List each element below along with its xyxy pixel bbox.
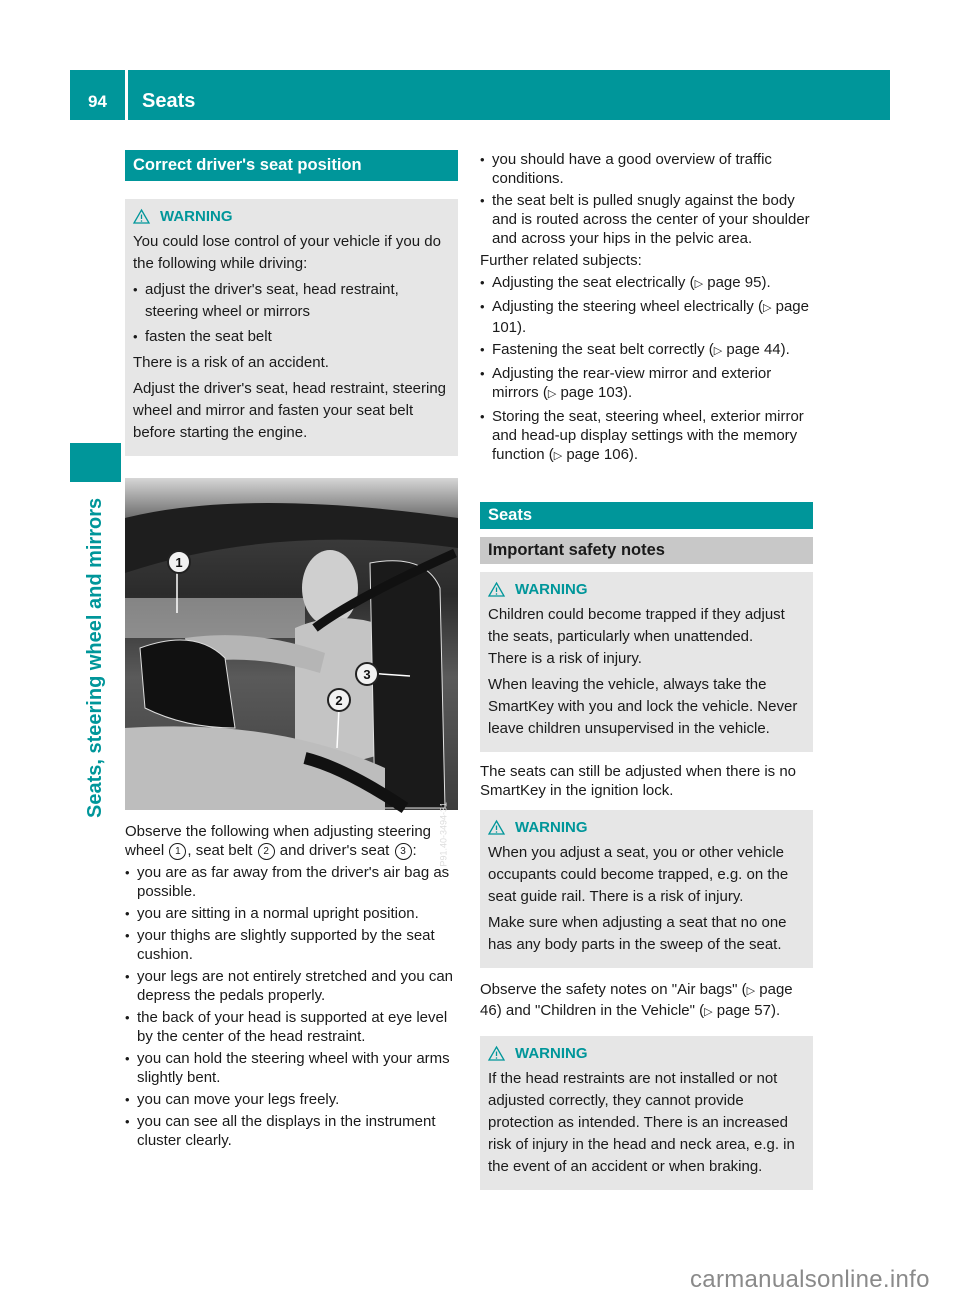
related-text: Fastening the seat belt correctly (: [492, 341, 714, 358]
related-text-end: ).: [517, 319, 527, 336]
warning-text: When you adjust a seat, you or other vehicle occupants could become trapped, e.g. on the seat guide rail. There is a risk of injury.: [488, 844, 789, 905]
warning-text: Children could become trapped if they adjust the seats, particularly when unattended.: [488, 606, 785, 645]
warning-box-driving: [125, 199, 458, 456]
page-number: [70, 70, 125, 120]
warning-label: WARNING: [515, 818, 588, 836]
warning-label: WARNING: [515, 1044, 588, 1062]
checklist-item: • the back of your head is supported at eye level by the center of the head restraint.: [125, 1008, 458, 1046]
observe-text: and driver's seat: [279, 842, 390, 859]
callout-1-steering-wheel: 1: [167, 550, 191, 574]
callout-ref-3: 3: [395, 843, 412, 860]
related-text: Adjusting the seat electrically (: [492, 274, 695, 291]
observe-intro: [125, 822, 458, 860]
related-text: Adjusting the steering wheel electrically (: [492, 298, 763, 315]
warning-instruction: Make sure when adjusting a seat that no one has any body parts in the sweep of the seat.: [488, 914, 787, 953]
related-text-end: ).: [761, 274, 771, 291]
note-text: ) and "Children in the Vehicle" (: [496, 1002, 705, 1019]
page-link[interactable]: page 57: [716, 1002, 771, 1019]
warning-label: WARNING: [515, 580, 588, 598]
warning-box-seat-adjust: [480, 810, 813, 968]
related-text-end: ).: [780, 341, 790, 358]
heading-correct-seat-position: Correct driver's seat position: [125, 150, 458, 181]
left-column: [125, 150, 458, 1153]
page-ref-arrow-icon: ▷: [713, 345, 723, 357]
page-ref-arrow-icon: ▷: [553, 450, 563, 462]
chapter-tab-marker: [70, 443, 121, 482]
callout-2-seat-belt: 2: [327, 688, 351, 712]
heading-seats: Seats: [480, 502, 813, 529]
checklist-item: • your legs are not entirely stretched and you can depress the pedals properly.: [125, 967, 458, 1005]
related-subjects-list: [480, 273, 813, 466]
page-link[interactable]: page 44: [726, 341, 781, 358]
page-number-text: 94: [88, 92, 107, 111]
callout-ref-1: 1: [169, 843, 186, 860]
page-ref-arrow-icon: ▷: [694, 278, 704, 290]
seat-position-checklist: [125, 863, 458, 1150]
page-link[interactable]: page 106: [566, 446, 629, 463]
section-header: [128, 70, 890, 120]
warning-header: [488, 1042, 805, 1064]
warning-triangle-icon: [488, 820, 505, 835]
observe-text: :: [412, 842, 417, 859]
related-item: [480, 340, 813, 361]
warning-intro: You could lose control of your vehicle if you do the following while driving:: [133, 233, 441, 272]
related-subjects-heading: Further related subjects:: [480, 252, 642, 269]
chapter-side-label: Seats, steering wheel and mirrors: [84, 497, 106, 818]
related-text: Adjusting the rear-view mirror and exterior mirrors (: [492, 365, 772, 401]
related-item: [480, 297, 813, 337]
note-text: Observe the safety notes on "Air bags" (: [480, 981, 747, 998]
warning-instruction: Adjust the driver's seat, head restraint, steering wheel and mirror and fasten your seat belt before starting the engine.: [133, 380, 447, 441]
observe-text: Observe the following when adjusting steering wheel: [125, 823, 432, 859]
callout-ref-2: 2: [258, 843, 275, 860]
callout-3-drivers-seat: 3: [355, 662, 379, 686]
page-link[interactable]: page 103: [560, 384, 624, 401]
warning-box-children: [480, 572, 813, 752]
warning-risk: There is a risk of injury.: [488, 650, 642, 667]
warning-header: [488, 578, 805, 600]
warning-header: [133, 205, 450, 227]
warning-list-item: • adjust the driver's seat, head restraint, steering wheel or mirrors: [133, 279, 450, 323]
warning-triangle-icon: [133, 209, 150, 224]
illustration-code: P91.40-3494-31: [439, 802, 449, 867]
checklist-item: • you can hold the steering wheel with your arms slightly bent.: [125, 1049, 458, 1087]
warning-triangle-icon: [488, 582, 505, 597]
checklist-item: • you are sitting in a normal upright position.: [125, 904, 458, 923]
page-ref-arrow-icon: ▷: [762, 302, 772, 314]
page-ref-arrow-icon: ▷: [704, 1006, 713, 1018]
page-ref-arrow-icon: ▷: [746, 985, 756, 997]
checklist-item: • you can see all the displays in the instrument cluster clearly.: [125, 1112, 458, 1150]
checklist-item: • your thighs are slightly supported by the seat cushion.: [125, 926, 458, 964]
smartkey-note: The seats can still be adjusted when there is no SmartKey in the ignition lock.: [480, 763, 797, 799]
checklist-item: • the seat belt is pulled snugly against the body and is routed across the center of your shoulder and across your hips in the pelvic area.: [480, 191, 813, 248]
observe-text: , seat belt: [187, 842, 253, 859]
page-link[interactable]: page 46: [480, 981, 793, 1019]
warning-instruction: When leaving the vehicle, always take the SmartKey with you and lock the vehicle. Never leave children unsupervised in the vehicle.: [488, 676, 798, 737]
page-link[interactable]: page 101: [492, 298, 809, 336]
right-column: [480, 150, 813, 1190]
illustration-drawing: [125, 478, 458, 810]
checklist-item: • you can move your legs freely.: [125, 1090, 458, 1109]
warning-list: [133, 279, 450, 348]
page-link[interactable]: page 95: [707, 274, 762, 291]
warning-triangle-icon: [488, 1046, 505, 1061]
checklist-item: • you are as far away from the driver's air bag as possible.: [125, 863, 458, 901]
related-text-end: ).: [628, 446, 639, 463]
warning-label: WARNING: [160, 207, 233, 225]
related-item: [480, 273, 813, 294]
checklist-item: • you should have a good overview of traffic conditions.: [480, 150, 813, 188]
warning-box-head-restraints: [480, 1036, 813, 1190]
related-item: [480, 407, 813, 466]
warning-list-item: • fasten the seat belt: [133, 326, 450, 348]
page-ref-arrow-icon: ▷: [547, 388, 557, 400]
related-item: [480, 364, 813, 404]
seat-position-checklist-continued: [480, 150, 813, 248]
warning-header: [488, 816, 805, 838]
related-text: Storing the seat, steering wheel, exterior mirror and head-up display settings with the memory function (: [492, 408, 804, 463]
heading-important-safety-notes: Important safety notes: [480, 537, 813, 564]
section-title: Seats: [142, 89, 196, 112]
watermark[interactable]: carmanualsonline.info: [690, 1266, 930, 1293]
note-text: ).: [771, 1002, 781, 1019]
warning-risk: There is a risk of an accident.: [133, 354, 329, 371]
related-text-end: ).: [623, 384, 633, 401]
warning-text: If the head restraints are not installed or not adjusted correctly, they cannot provide protection as intended. There is an increased risk of injury in the head and neck area, e.g. in the event of an accident or when braking.: [488, 1070, 795, 1175]
airbag-children-note: [480, 980, 813, 1022]
